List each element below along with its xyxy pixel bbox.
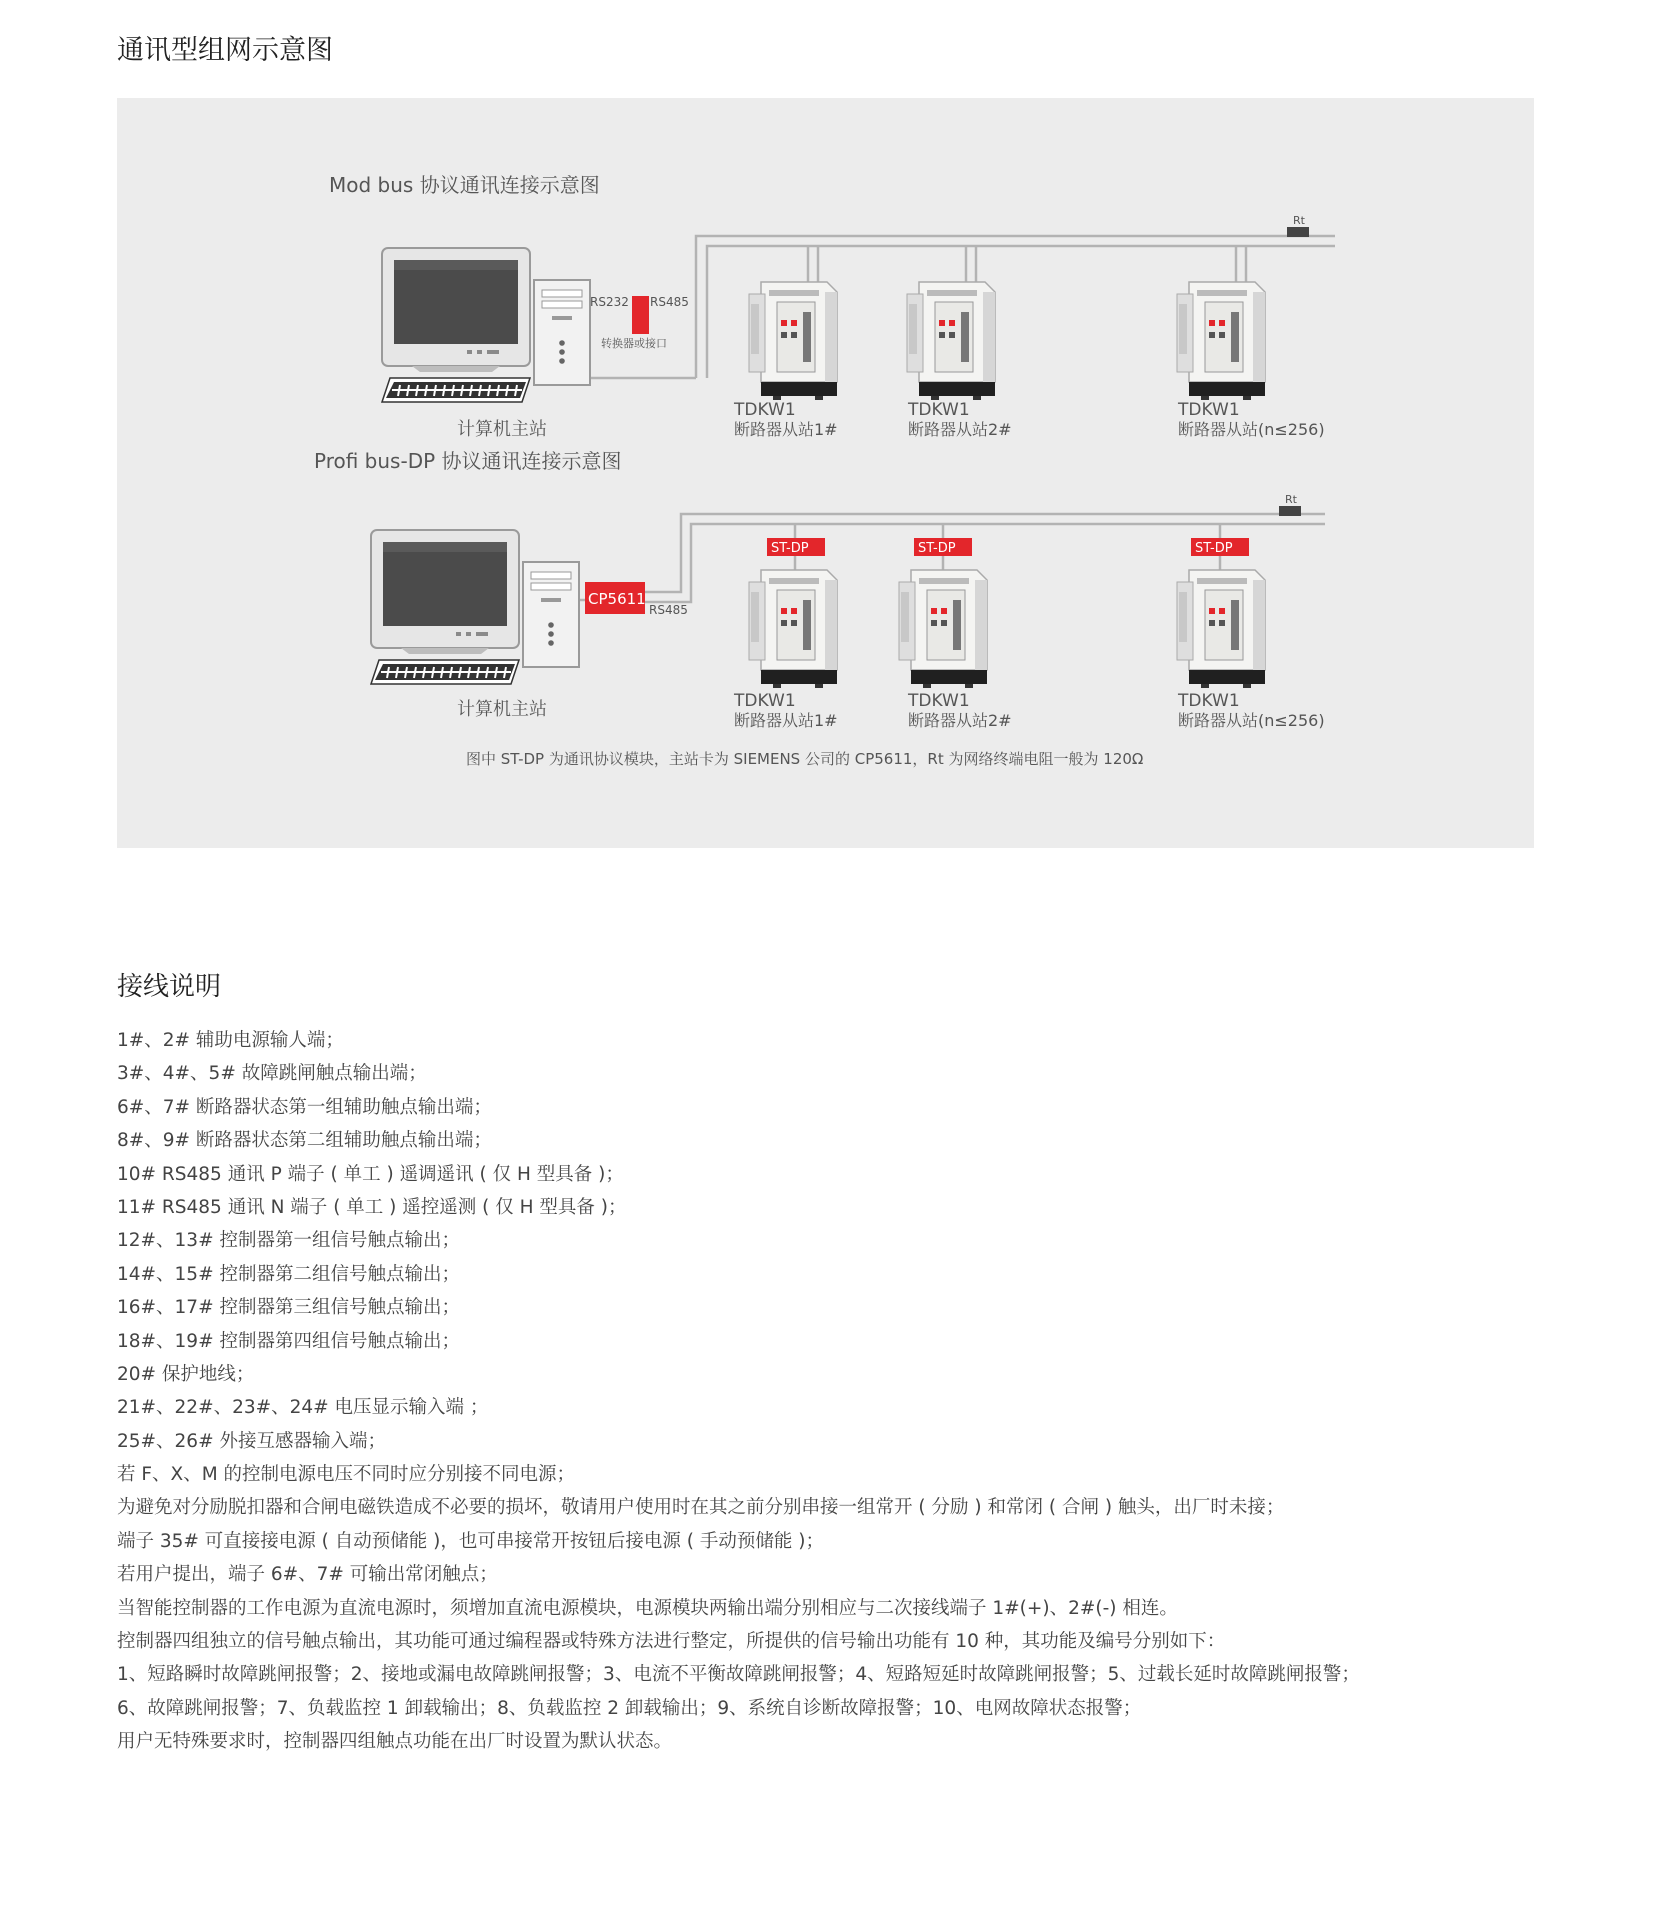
modbus-slave-2-model: TDKW1 [908,400,970,420]
wiring-notes-list [117,1024,1360,1759]
wiring-note-item: 8#、9# 断路器状态第二组辅助触点输出端； [117,1130,492,1152]
wiring-note-item: 6#、7# 断路器状态第一组辅助触点输出端； [117,1096,492,1118]
profibus-rs485-label: RS485 [649,603,688,617]
wiring-note-item: 若用户提出，端子 6#、7# 可输出常闭触点； [117,1564,498,1586]
modbus-terminator-label: Rt [1293,214,1305,227]
wiring-note-item: 3#、4#、5# 故障跳闸触点输出端； [117,1063,427,1085]
wiring-note-item: 10# RS485 通讯 P 端子 ( 单工 ) 遥调遥讯 ( 仅 H 型具备 )； [117,1163,624,1185]
wiring-note-item: 1#、2# 辅助电源输人端； [117,1030,344,1051]
profibus-card-label: CP5611 [588,590,646,608]
modbus-slave-n-model: TDKW1 [1178,400,1240,420]
wiring-note-item: 当智能控制器的工作电源为直流电源时，须增加直流电源模块，电源模块两输出端分别相应与二次接线端子 1#(+)、2#(-) 相连。 [117,1597,1178,1619]
profibus-slave-2-label: 断路器从站2# [908,711,1012,730]
modbus-rs485-label: RS485 [650,295,689,309]
modbus-slave-n-label: 断路器从站(n≤256) [1178,420,1325,439]
wiring-note-item: 6、故障跳闸报警；7、负载监控 1 卸载输出；8、负载监控 2 卸载输出；9、系统自诊断故障报警；10、电网故障状态报警； [117,1697,1142,1719]
modbus-breaker-1 [749,282,837,400]
wiring-note-item: 21#、22#、23#、24# 电压显示输入端 ； [117,1397,489,1419]
wiring-note-item: 12#、13# 控制器第一组信号触点输出； [117,1230,460,1252]
profibus-stdp-label-1: ST-DP [771,541,809,556]
wiring-note-item: 若 F、X、M 的控制电源电压不同时应分别接不同电源； [117,1464,576,1486]
modbus-converter-label: 转换器或接口 [601,337,667,350]
wiring-note-item: 1、短路瞬时故障跳闸报警；2、接地或漏电故障跳闸报警；3、电流不平衡故障跳闸报警；4、短路短延时故障跳闸报警；5、过载长延时故障跳闸报警； [117,1664,1360,1686]
profibus-breaker-n [1177,570,1265,688]
diagram-caption: 图中 ST-DP 为通讯协议模块，主站卡为 SIEMENS 公司的 CP5611，Rt 为网络终端电阻一般为 120Ω [466,750,1144,768]
profibus-terminator-label: Rt [1285,493,1297,506]
profibus-stdp-label-n: ST-DP [1195,541,1233,556]
modbus-slave-2-label: 断路器从站2# [908,420,1012,439]
wiring-note-item: 端子 35# 可直接接电源 ( 自动预储能 )，也可串接常开按钮后接电源 ( 手动预储能 )； [117,1530,824,1552]
page-title: 通讯型组网示意图 [117,35,333,66]
modbus-rs232-label: RS232 [590,295,629,309]
modbus-converter [632,296,649,334]
profibus-title: Profi bus-DP 协议通讯连接示意图 [314,449,622,473]
profibus-slave-2-model: TDKW1 [908,691,970,711]
wiring-note-item: 11# RS485 通讯 N 端子 ( 单工 ) 遥控遥测 ( 仅 H 型具备 )； [117,1196,627,1218]
wiring-note-item: 14#、15# 控制器第二组信号触点输出； [117,1263,460,1285]
modbus-title: Mod bus 协议通讯连接示意图 [329,173,600,197]
profibus-terminator-resistor [1279,506,1301,516]
profibus-stdp-label-2: ST-DP [918,541,956,556]
profibus-host-label: 计算机主站 [457,699,547,720]
network-diagram [117,98,1534,848]
modbus-breaker-n [1177,282,1265,400]
modbus-host-label: 计算机主站 [457,419,547,440]
modbus-terminator-resistor [1287,227,1309,237]
network-diagram-panel [117,98,1534,848]
profibus-slave-1-model: TDKW1 [734,691,796,711]
modbus-breaker-2 [907,282,995,400]
modbus-host-computer [382,248,590,402]
modbus-slave-1-label: 断路器从站1# [734,420,838,439]
wiring-note-item: 控制器四组独立的信号触点输出，其功能可通过编程器或特殊方法进行整定，所提供的信号输出功能有 10 种，其功能及编号分别如下： [117,1631,1226,1653]
profibus-breaker-1 [749,570,837,688]
wiring-note-item: 25#、26# 外接互感器输入端； [117,1430,386,1452]
profibus-breaker-2 [899,570,987,688]
wiring-note-item: 16#、17# 控制器第三组信号触点输出； [117,1297,460,1319]
wiring-section-title: 接线说明 [117,972,222,1002]
profibus-host-computer [371,530,579,684]
profibus-slave-n-model: TDKW1 [1178,691,1240,711]
wiring-note-item: 为避免对分励脱扣器和合闸电磁铁造成不必要的损坏，敬请用户使用时在其之前分别串接一组常开 ( 分励 ) 和常闭 ( 合闸 ) 触头，出厂时未接； [117,1497,1285,1519]
wiring-note-item: 18#、19# 控制器第四组信号触点输出； [117,1330,460,1352]
profibus-slave-1-label: 断路器从站1# [734,711,838,730]
modbus-slave-1-model: TDKW1 [734,400,796,420]
wiring-note-item: 用户无特殊要求时，控制器四组触点功能在出厂时设置为默认状态。 [117,1731,673,1753]
wiring-note-item: 20# 保护地线； [117,1363,255,1385]
profibus-slave-n-label: 断路器从站(n≤256) [1178,711,1325,730]
